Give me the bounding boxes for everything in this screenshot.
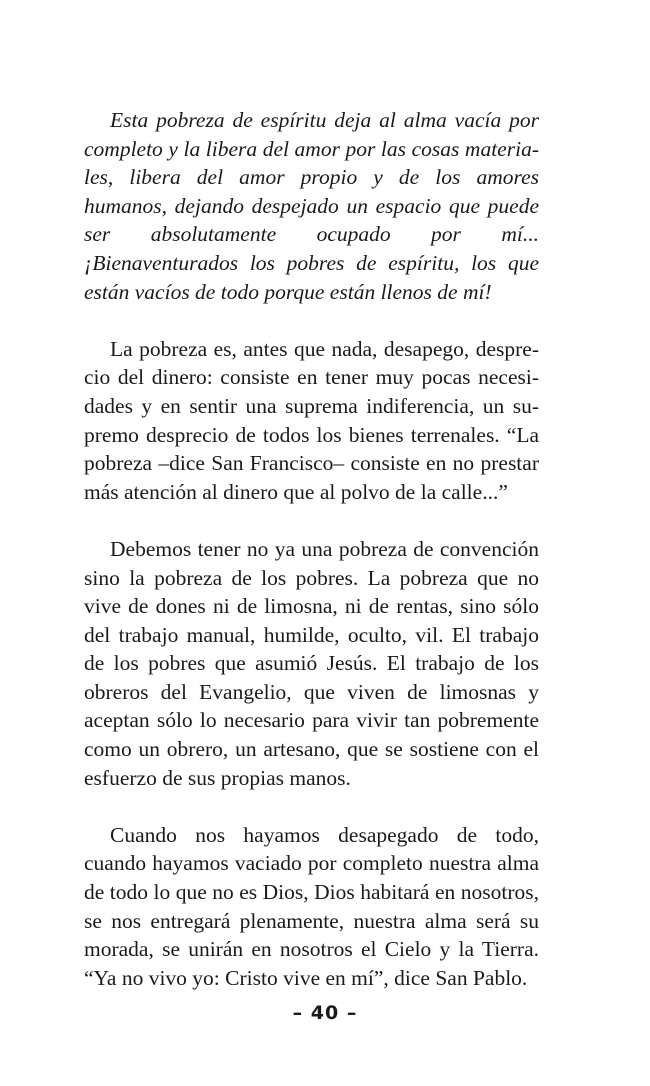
paragraph-quote-italic: Esta pobreza de espíritu deja al alma vacía por completo y la libera del amor por las cosas materiales, libera del amor propio y de los amores humanos, dejando despejado un espacio que puede ser absolutamente ocupado por mí... ¡Bienaventurados los pobres de espíritu, los que están vacíos de todo porque están llenos de mí! xyxy=(84,108,539,304)
paragraph-god-dwelling: Cuando nos hayamos desapegado de todo, cuando hayamos vaciado por completo nuestra alma de todo lo que no es Dios, Dios habitará en nosotros, se nos entregará plenamente, nuestra alma será su morada, se unirán en nosotros el Cielo y la Tierra. “Ya no vivo yo: Cristo vive en mí”, dice San Pablo. xyxy=(84,822,539,990)
page-number: – 40 – xyxy=(292,1002,358,1024)
paragraph-poverty-detachment: La pobreza es, antes que nada, desapego, desprecio del dinero: consiste en tener muy pocas necesidades y en sentir una suprema indiferencia, un supremo desprecio de todos los bienes terrenales. “La pobreza –dice San Francisco– consiste en no prestar más atención al dinero que al polvo de la calle...” xyxy=(84,336,539,504)
paragraph-poverty-of-the-poor: Debemos tener no ya una pobreza de convención sino la pobreza de los pobres. La pobreza que no vive de dones ni de limosna, ni de rentas, sino sólo del trabajo manual, humilde, oculto, vil. El trabajo de los pobres que asumió Jesús. El trabajo de los obreros del Evangelio, que viven de limosnas y aceptan sólo lo necesario para vivir tan pobremente como un obrero, un artesano, que se sostiene con el esfuerzo de sus propias manos. xyxy=(84,536,539,790)
page-body xyxy=(84,106,539,1021)
